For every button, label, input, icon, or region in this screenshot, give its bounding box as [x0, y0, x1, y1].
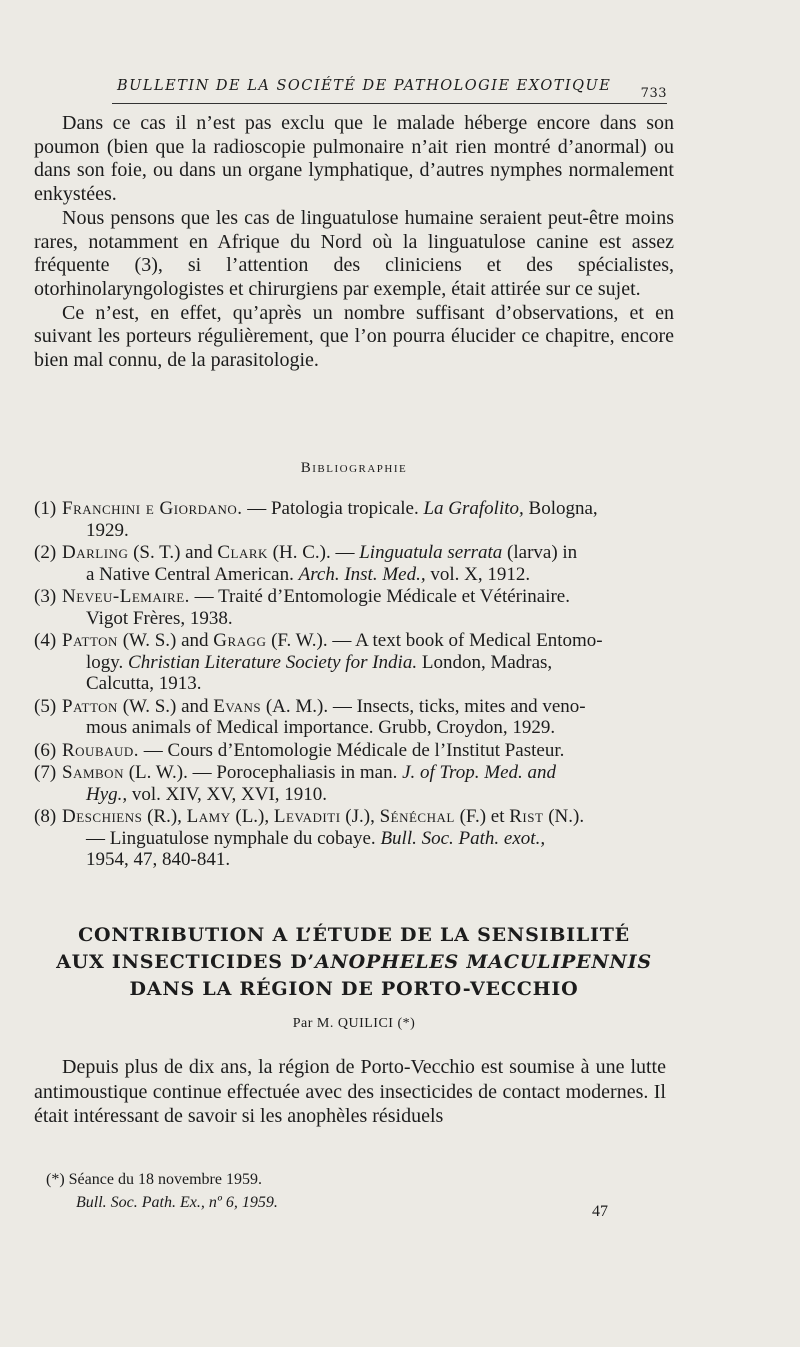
article-title: CONTRIBUTION A L’ÉTUDE DE LA SENSIBILITÉ AUX INSECTICIDES D’ANOPHELES MACULIPENNIS DANS LA RÉGION DE PORTO-VECCHIO — [56, 924, 652, 1000]
article-intro — [34, 1055, 666, 1129]
footnote: (*) Séance du 18 novembre 1959. Bull. Soc. Path. Ex., nº 6, 1959. — [46, 1171, 278, 1211]
signature-mark: 47 — [592, 1203, 608, 1220]
reference-item: (5) Patton (W. S.) and Evans (A. M.). — Insects, ticks, mites and veno- mous animals of Medical importance. Grubb, Croydon, 1929. — [34, 695, 586, 738]
reference-item: (2) Darling (S. T.) and Clark (H. C.). — Linguatula serrata (larva) in a Native Central American. Arch. Inst. Med., vol. X, 1912. — [34, 542, 578, 585]
paragraph: Nous pensons que les cas de linguatulose humaine seraient peut-être moins rares, notamment en Afrique du Nord où la linguatulose canine est assez fréquente (3), si l’attention des cliniciens et des spécialistes, otorhinolaryngologistes et chirurgiens par exemple, était attirée sur ce sujet. — [34, 206, 674, 300]
reference-item: (6) Roubaud. — Cours d’Entomologie Médicale de l’Institut Pasteur. — [34, 739, 565, 761]
author-byline: Par M. QUILICI (*) — [292, 1016, 416, 1031]
reference-list — [34, 498, 674, 872]
body-text — [34, 112, 674, 373]
reference-item: (7) Sambon (L. W.). — Porocephaliasis in man. J. of Trop. Med. and Hyg., vol. XIV, XV, XVI, 1910. — [34, 762, 557, 805]
header-rule — [112, 103, 667, 104]
paragraph: Ce n’est, en effet, qu’après un nombre suffisant d’observations, et en suivant les porteurs régulièrement, que l’on pourra élucider ce chapitre, encore bien mal connu, de la parasitologie. — [34, 301, 674, 372]
reference-item: (4) Patton (W. S.) and Gragg (F. W.). — A text book of Medical Entomo- logy. Christian Literature Society for India. London, Madras, Calcutta, 1913. — [34, 630, 603, 694]
reference-item: (1) Franchini e Giordano. — Patologia tropicale. La Grafolito, Bologna, 1929. — [34, 498, 598, 541]
paragraph: Dans ce cas il n’est pas exclu que le malade héberge encore dans son poumon (bien que la radioscopie pulmonaire n’ait rien montré d’anormal) ou dans son foie, ou dans un organe lymphatique, d’autres nymphes normalement enkystées. — [34, 112, 674, 206]
page-number: 733 — [640, 86, 667, 101]
bibliography-heading: Bibliographie — [300, 460, 408, 476]
reference-item: (3) Neveu-Lemaire. — Traité d’Entomologie Médicale et Vétérinaire. Vigot Frères, 1938. — [34, 586, 570, 629]
reference-item: (8) Deschiens (R.), Lamy (L.), Levaditi (J.), Sénéchal (F.) et Rist (N.). — Linguatulose nymphale du cobaye. Bull. Soc. Path. exot., 1954, 47, 840-841. — [34, 806, 585, 870]
journal-title: BULLETIN DE LA SOCIÉTÉ DE PATHOLOGIE EXOTIQUE — [117, 78, 612, 94]
paragraph: Depuis plus de dix ans, la région de Porto-Vecchio est soumise à une lutte antimoustique continue effectuée avec des insecticides de contact modernes. Il était intéressant de savoir si les anophèles résiduels — [34, 1056, 666, 1127]
